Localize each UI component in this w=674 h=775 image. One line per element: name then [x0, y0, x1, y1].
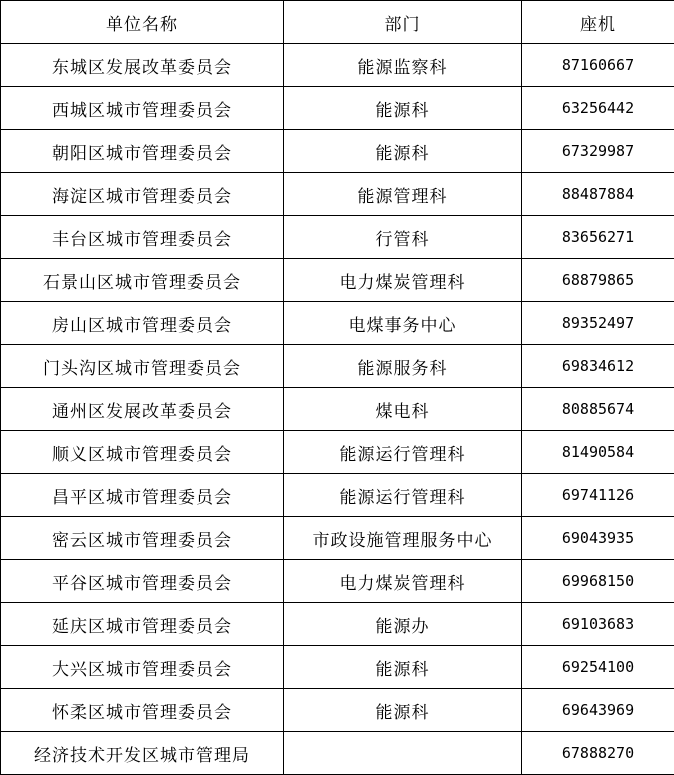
cell-unit-name: 密云区城市管理委员会	[1, 517, 284, 560]
cell-unit-name: 顺义区城市管理委员会	[1, 431, 284, 474]
cell-department: 能源监察科	[284, 44, 522, 87]
cell-department: 电力煤炭管理科	[284, 560, 522, 603]
cell-department: 能源科	[284, 646, 522, 689]
cell-phone: 69741126	[522, 474, 674, 517]
cell-unit-name: 西城区城市管理委员会	[1, 87, 284, 130]
cell-department: 能源科	[284, 130, 522, 173]
table-row	[1, 388, 674, 431]
cell-phone: 68879865	[522, 259, 674, 302]
cell-department	[284, 732, 522, 775]
header-unit-name: 单位名称	[1, 1, 284, 44]
cell-unit-name: 朝阳区城市管理委员会	[1, 130, 284, 173]
cell-phone: 83656271	[522, 216, 674, 259]
cell-phone: 80885674	[522, 388, 674, 431]
cell-department: 能源服务科	[284, 345, 522, 388]
cell-phone: 69968150	[522, 560, 674, 603]
cell-unit-name: 东城区发展改革委员会	[1, 44, 284, 87]
cell-phone: 69254100	[522, 646, 674, 689]
cell-phone: 89352497	[522, 302, 674, 345]
cell-department: 电煤事务中心	[284, 302, 522, 345]
cell-phone: 69103683	[522, 603, 674, 646]
table-row	[1, 302, 674, 345]
cell-phone: 87160667	[522, 44, 674, 87]
table-row	[1, 517, 674, 560]
cell-department: 能源科	[284, 87, 522, 130]
cell-phone: 63256442	[522, 87, 674, 130]
cell-department: 能源办	[284, 603, 522, 646]
header-phone: 座机	[522, 1, 674, 44]
table-row	[1, 216, 674, 259]
cell-unit-name: 通州区发展改革委员会	[1, 388, 284, 431]
table-row	[1, 474, 674, 517]
table-header-row	[1, 1, 674, 44]
cell-unit-name: 平谷区城市管理委员会	[1, 560, 284, 603]
cell-department: 能源运行管理科	[284, 431, 522, 474]
cell-department: 能源管理科	[284, 173, 522, 216]
table-row	[1, 560, 674, 603]
table-row	[1, 732, 674, 775]
cell-unit-name: 房山区城市管理委员会	[1, 302, 284, 345]
table-row	[1, 44, 674, 87]
cell-phone: 88487884	[522, 173, 674, 216]
table-row	[1, 431, 674, 474]
table-row	[1, 130, 674, 173]
cell-phone: 69643969	[522, 689, 674, 732]
table-body	[1, 44, 674, 775]
cell-unit-name: 门头沟区城市管理委员会	[1, 345, 284, 388]
table-row	[1, 646, 674, 689]
table-row	[1, 603, 674, 646]
cell-unit-name: 海淀区城市管理委员会	[1, 173, 284, 216]
cell-unit-name: 怀柔区城市管理委员会	[1, 689, 284, 732]
header-department: 部门	[284, 1, 522, 44]
table-row	[1, 689, 674, 732]
cell-unit-name: 延庆区城市管理委员会	[1, 603, 284, 646]
cell-department: 行管科	[284, 216, 522, 259]
cell-department: 市政设施管理服务中心	[284, 517, 522, 560]
table-row	[1, 259, 674, 302]
cell-unit-name: 石景山区城市管理委员会	[1, 259, 284, 302]
cell-department: 电力煤炭管理科	[284, 259, 522, 302]
table-row	[1, 87, 674, 130]
cell-phone: 67888270	[522, 732, 674, 775]
cell-department: 能源科	[284, 689, 522, 732]
cell-phone: 81490584	[522, 431, 674, 474]
cell-department: 能源运行管理科	[284, 474, 522, 517]
table-row	[1, 173, 674, 216]
cell-department: 煤电科	[284, 388, 522, 431]
cell-unit-name: 丰台区城市管理委员会	[1, 216, 284, 259]
cell-unit-name: 昌平区城市管理委员会	[1, 474, 284, 517]
cell-unit-name: 大兴区城市管理委员会	[1, 646, 284, 689]
cell-phone: 69834612	[522, 345, 674, 388]
cell-phone: 67329987	[522, 130, 674, 173]
table-row	[1, 345, 674, 388]
cell-phone: 69043935	[522, 517, 674, 560]
cell-unit-name: 经济技术开发区城市管理局	[1, 732, 284, 775]
